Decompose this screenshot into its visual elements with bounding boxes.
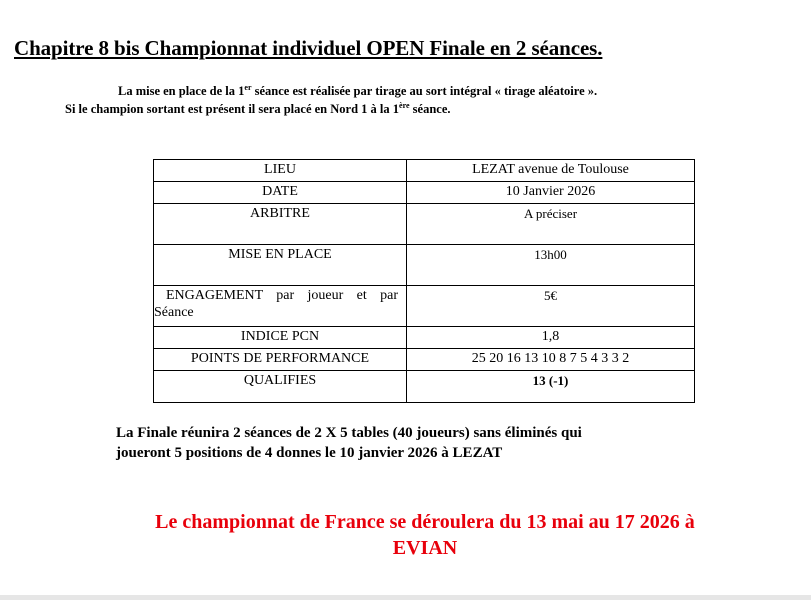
table-row	[154, 327, 695, 349]
intro-line-champion-text: Si le champion sortant est présent il sera placé en Nord 1 à la 1	[65, 102, 400, 116]
engagement-label-line2: Séance	[154, 305, 194, 320]
championship-line1: Le championnat de France se déroulera du 13 mai au 17 2026 à	[155, 511, 695, 533]
finale-summary	[116, 423, 716, 463]
table-row	[154, 182, 695, 204]
table-row	[154, 371, 695, 403]
date-value: 10 Janvier 2026	[407, 182, 695, 204]
mise-en-place-value: 13h00	[407, 245, 695, 286]
arbitre-value: A préciser	[407, 204, 695, 245]
table-row	[154, 245, 695, 286]
championship-announcement	[60, 509, 790, 561]
info-table	[153, 159, 695, 403]
table-row	[154, 349, 695, 371]
finale-summary-line1: La Finale réunira 2 séances de 2 X 5 tables (40 joueurs) sans éliminés qui	[116, 425, 582, 441]
mise-en-place-label: MISE EN PLACE	[154, 245, 407, 286]
page-bottom-edge	[0, 595, 811, 600]
table-row	[154, 204, 695, 245]
lieu-value: LEZAT avenue de Toulouse	[407, 160, 695, 182]
points-performance-label: POINTS DE PERFORMANCE	[154, 349, 407, 371]
intro-line-champion-superscript: ère	[399, 100, 410, 110]
date-label: DATE	[154, 182, 407, 204]
document-title: Chapitre 8 bis Championnat individuel OPEN Finale en 2 séances.	[14, 36, 603, 60]
indice-pcn-label: INDICE PCN	[154, 327, 407, 349]
engagement-label-line1: ENGAGEMENT par joueur et par	[166, 288, 398, 303]
lieu-label: LIEU	[154, 160, 407, 182]
table-row	[154, 286, 695, 327]
intro-line-draw-text-end: séance est réalisée par tirage au sort intégral « tirage aléatoire ».	[251, 84, 598, 98]
championship-line2: EVIAN	[392, 537, 458, 559]
qualifies-value: 13 (-1)	[407, 371, 695, 403]
intro-line-champion	[65, 102, 451, 117]
arbitre-label: ARBITRE	[154, 204, 407, 245]
points-performance-value: 25 20 16 13 10 8 7 5 4 3 3 2	[407, 349, 695, 371]
intro-line-champion-text-end: séance.	[409, 102, 451, 116]
finale-summary-line2: joueront 5 positions de 4 donnes le 10 janvier 2026 à LEZAT	[116, 445, 503, 461]
table-row	[154, 160, 695, 182]
intro-line-draw	[118, 84, 597, 99]
intro-line-draw-text: La mise en place de la 1	[118, 84, 245, 98]
indice-pcn-value: 1,8	[407, 327, 695, 349]
engagement-value: 5€	[407, 286, 695, 327]
qualifies-label: QUALIFIES	[154, 371, 407, 403]
intro-line-draw-superscript: er	[244, 82, 252, 92]
engagement-label	[154, 286, 407, 327]
